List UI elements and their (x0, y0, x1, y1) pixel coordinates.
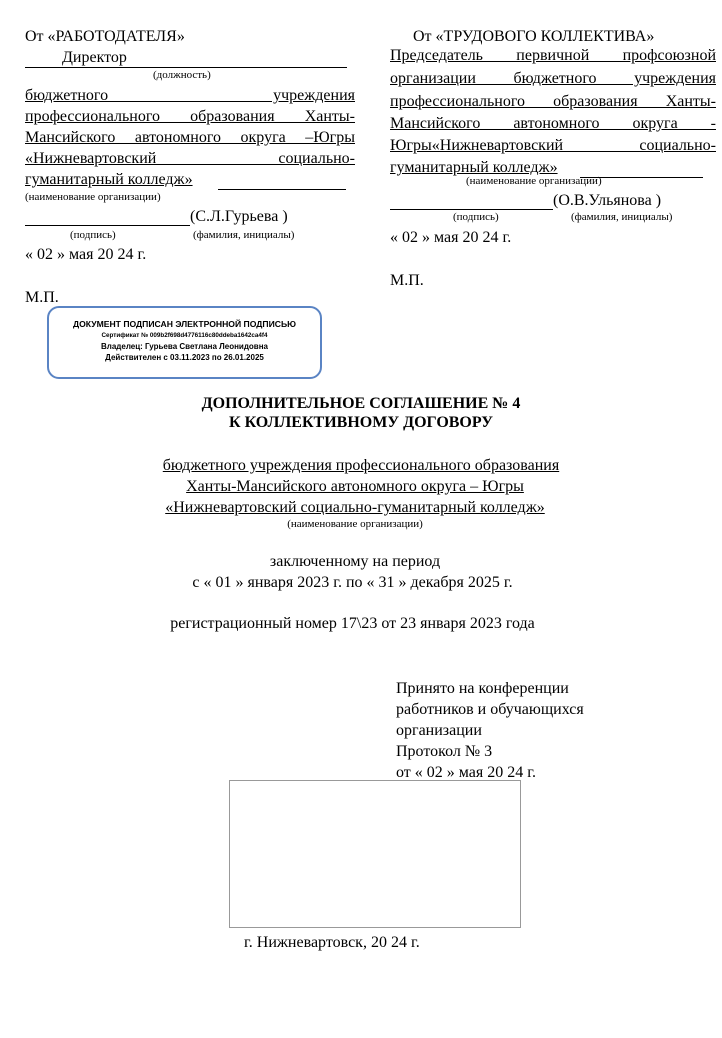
organization-line-3: «Нижневартовский социально-гуманитарный колледж» (165, 499, 545, 516)
registration-number: регистрационный номер 17\23 от 23 января 2023 года (170, 615, 535, 632)
employer-name-caption: (фамилия, инициалы) (193, 229, 295, 241)
stamp-line-1: ДОКУМЕНТ ПОДПИСАН ЭЛЕКТРОННОЙ ПОДПИСЬЮ (72, 319, 297, 329)
union-org-caption: (наименование организации) (466, 175, 602, 187)
adopted-line-1: Принято на конференции (396, 680, 569, 697)
union-signer: (О.В.Ульянова ) (553, 192, 662, 209)
employer-seal: М.П. (25, 289, 59, 306)
union-signature-line (390, 209, 553, 210)
title-line-2: К КОЛЛЕКТИВНОМУ ДОГОВОРУ (228, 414, 493, 431)
employer-sign-caption: (подпись) (70, 229, 116, 241)
union-name-caption: (фамилия, инициалы) (571, 211, 673, 223)
image-placeholder (229, 780, 521, 928)
employer-org-line-2: профессионального образования Ханты- (25, 108, 355, 125)
position-caption: (должность) (153, 69, 211, 81)
organization-line-1: бюджетного учреждения профессионального образования (162, 457, 560, 474)
employer-org-line-3: Мансийского автономного округа –Югры (25, 129, 355, 146)
protocol-number: Протокол № 3 (396, 743, 493, 760)
stamp-certificate: Сертификат № 009b2f698d4776116c80ddeba1642ca4f4 (101, 332, 268, 339)
union-org-line-5: Югры«Нижневартовский социально- (390, 137, 716, 154)
union-org-line-4: Мансийского автономного округа - (390, 115, 716, 132)
employer-org-caption: (наименование организации) (25, 191, 161, 203)
union-date: « 02 » мая 20 24 г. (390, 229, 512, 246)
employer-org-line-1: бюджетного учреждения (25, 87, 355, 104)
union-org-line-2: организации бюджетного учреждения (390, 70, 716, 87)
organization-caption: (наименование организации) (287, 518, 423, 530)
title-line-1: ДОПОЛНИТЕЛЬНОЕ СОГЛАШЕНИЕ № 4 (201, 395, 521, 412)
union-org-line-1: Председатель первичной профсоюзной (390, 47, 716, 64)
employer-position: Директор (62, 49, 127, 66)
union-seal: М.П. (390, 272, 424, 289)
employer-signer: (С.Л.Гурьева ) (190, 208, 288, 225)
employer-org-line-4: «Нижневартовский социально- (25, 150, 355, 167)
union-org-line-6: гуманитарный колледж» (390, 159, 558, 176)
union-sign-caption: (подпись) (453, 211, 499, 223)
union-heading: От «ТРУДОВОГО КОЛЛЕКТИВА» (413, 28, 655, 45)
employer-heading: От «РАБОТОДАТЕЛЯ» (25, 28, 185, 45)
protocol-date: от « 02 » мая 20 24 г. (396, 764, 537, 781)
adopted-line-2: работников и обучающихся (396, 701, 584, 718)
period-label: заключенному на период (269, 553, 441, 570)
city-year: г. Нижневартовск, 20 24 г. (244, 934, 420, 951)
organization-line-2: Ханты-Мансийского автономного округа – Югры (186, 478, 524, 495)
period-range: с « 01 » января 2023 г. по « 31 » декабря 2025 г. (192, 574, 513, 591)
adopted-line-3: организации (396, 722, 482, 739)
employer-date: « 02 » мая 20 24 г. (25, 246, 147, 263)
union-org-line-3: профессионального образования Ханты- (390, 93, 716, 110)
electronic-signature-stamp (47, 306, 322, 379)
stamp-owner: Владелец: Гурьева Светлана Леонидовна (100, 342, 269, 351)
stamp-validity: Действителен с 03.11.2023 по 26.01.2025 (105, 353, 264, 362)
employer-org-line-5: гуманитарный колледж» (25, 171, 193, 188)
org-fill-line (218, 189, 346, 190)
employer-signature-line (25, 225, 190, 226)
